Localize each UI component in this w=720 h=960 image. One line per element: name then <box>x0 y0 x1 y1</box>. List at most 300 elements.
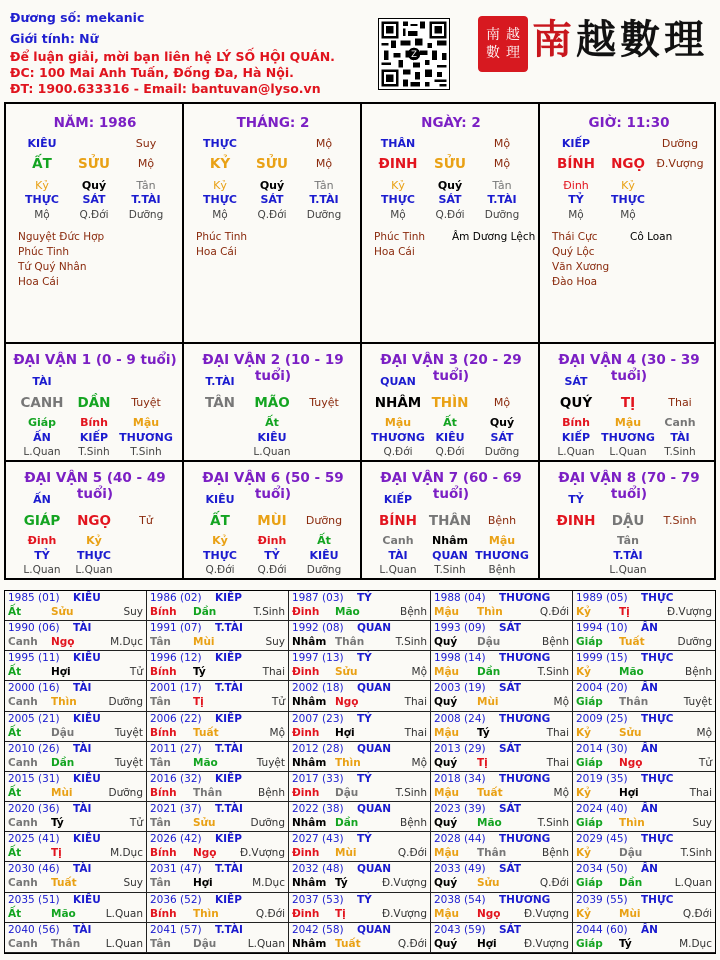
year-cell[interactable] <box>289 712 431 742</box>
pillar-branch-phase: Đ.Vượng <box>656 157 704 170</box>
year-cell[interactable] <box>5 832 147 862</box>
year-stem: Nhâm <box>292 877 327 890</box>
year-cell[interactable] <box>5 893 147 923</box>
year-stem: Đinh <box>292 666 320 679</box>
year-cell[interactable] <box>573 591 715 621</box>
year-label: 2000 (16) <box>8 682 60 695</box>
hidden-god: THƯƠNG <box>475 549 529 562</box>
year-cell[interactable] <box>147 772 289 802</box>
year-label: 2013 (29) <box>434 742 486 755</box>
year-branch: Thân <box>51 937 81 950</box>
dai-van-branch: NGỌ <box>77 513 111 529</box>
year-label: 2018 (34) <box>434 772 486 785</box>
hidden-stem: Kỷ <box>621 179 635 192</box>
year-stem: Nhâm <box>292 636 327 649</box>
year-branch: Tuất <box>51 877 77 890</box>
year-phase: Suy <box>123 606 143 618</box>
year-phase: Bệnh <box>400 817 427 830</box>
hidden-phase: Mộ <box>620 209 636 221</box>
year-phase: M.Dục <box>110 847 143 860</box>
year-god: TỶ <box>357 772 372 785</box>
hidden-phase: L.Quan <box>23 446 61 458</box>
year-stem: Tân <box>150 817 171 830</box>
year-god: ẤN <box>641 863 658 876</box>
year-cell[interactable] <box>573 893 715 923</box>
year-branch: Dần <box>193 606 217 618</box>
year-branch: Tý <box>193 666 206 679</box>
dai-van-title: ĐẠI VẬN 4 (30 - 39 tuổi) <box>558 352 700 384</box>
qr-code[interactable] <box>378 18 450 90</box>
year-phase: Suy <box>265 636 285 649</box>
hidden-stem: Canh <box>382 534 414 547</box>
year-cell[interactable] <box>431 591 573 621</box>
year-cell[interactable] <box>5 772 147 802</box>
year-phase: Thai <box>404 696 427 709</box>
hidden-phase: L.Quan <box>557 446 595 458</box>
year-branch: Thìn <box>477 606 503 618</box>
year-phase: L.Quan <box>105 937 143 950</box>
hidden-god: T.TÀI <box>613 549 643 562</box>
year-phase: Thai <box>546 726 569 739</box>
year-god: THƯƠNG <box>499 833 551 846</box>
year-phase: T.Sinh <box>253 606 285 618</box>
year-stem: Bính <box>150 907 177 920</box>
dai-van-stem: ĐINH <box>556 513 596 529</box>
year-stem: Bính <box>150 726 177 739</box>
year-god: KIẾP <box>215 772 242 785</box>
year-cell[interactable] <box>5 712 147 742</box>
year-label: 1996 (12) <box>150 652 202 665</box>
year-phase: Đ.Vượng <box>523 907 569 920</box>
year-god: THỰC <box>641 772 674 785</box>
year-stem: Quý <box>434 817 458 830</box>
year-cell[interactable] <box>573 862 715 892</box>
year-branch: Tị <box>477 756 488 769</box>
hidden-god: TỶ <box>568 193 584 206</box>
year-god: TỶ <box>357 712 372 725</box>
gender: Giới tính: Nữ <box>10 31 99 46</box>
year-cell[interactable] <box>573 681 715 711</box>
dai-van-title: ĐẠI VẬN 8 (70 - 79 tuổi) <box>558 470 700 502</box>
year-label: 2004 (20) <box>576 682 628 695</box>
hidden-stem: Giáp <box>27 416 57 429</box>
year-cell[interactable] <box>147 802 289 832</box>
year-cell[interactable] <box>5 923 147 953</box>
year-label: 2015 (31) <box>8 772 60 785</box>
year-cell[interactable] <box>5 681 147 711</box>
year-branch: Tị <box>193 696 204 709</box>
hidden-phase: Mộ <box>34 209 50 221</box>
year-phase: Đ.Vượng <box>381 907 427 920</box>
year-label: 2010 (26) <box>8 742 60 755</box>
year-branch: Thìn <box>51 696 77 709</box>
hidden-phase: Q.Đới <box>205 564 235 576</box>
year-stem: Quý <box>434 756 458 769</box>
year-cell[interactable] <box>573 712 715 742</box>
year-god: THỰC <box>641 893 674 906</box>
annual-luck-grid <box>4 590 716 954</box>
year-cell[interactable] <box>289 591 431 621</box>
pillar-stem-phase: Mộ <box>493 137 511 150</box>
year-stem: Bính <box>150 606 177 618</box>
year-label: 1993 (09) <box>434 622 486 635</box>
year-god: TÀI <box>73 803 92 816</box>
year-cell[interactable] <box>147 832 289 862</box>
dai-van-branch: TỊ <box>620 395 636 411</box>
year-cell[interactable] <box>5 742 147 772</box>
dai-van-2 <box>184 344 362 460</box>
year-label: 1991 (07) <box>150 622 202 635</box>
year-phase: Đ.Vượng <box>239 847 285 860</box>
year-label: 2031 (47) <box>150 863 202 876</box>
year-phase: Tuyệt <box>114 726 143 739</box>
year-branch: Dậu <box>335 786 359 799</box>
dai-van-stem: ẤT <box>210 513 230 529</box>
brand-logo: 南越數理 <box>532 16 708 63</box>
year-god: TÀI <box>73 923 92 936</box>
year-cell[interactable] <box>573 742 715 772</box>
year-god: T.TÀI <box>215 622 243 635</box>
dai-van-title: ĐẠI VẬN 1 (0 - 9 tuổi) <box>13 352 177 368</box>
year-branch: Dậu <box>193 937 217 950</box>
year-branch: Sửu <box>335 666 358 679</box>
year-stem: Giáp <box>576 636 603 649</box>
year-god: ẤN <box>641 742 658 755</box>
hidden-stem: Ất <box>265 416 279 429</box>
year-label: 2038 (54) <box>434 893 486 906</box>
year-god: KIẾP <box>215 833 242 846</box>
hidden-stem: Kỷ <box>212 534 228 547</box>
year-branch: Tị <box>335 907 346 920</box>
year-phase: Mộ <box>553 696 569 709</box>
dai-van-title: ĐẠI VẬN 7 (60 - 69 tuổi) <box>380 470 522 502</box>
year-cell[interactable] <box>431 621 573 651</box>
year-label: 1988 (04) <box>434 592 486 604</box>
year-label: 2034 (50) <box>576 863 628 876</box>
year-label: 2012 (28) <box>292 742 344 755</box>
year-cell[interactable] <box>573 772 715 802</box>
year-branch: Mão <box>51 907 76 920</box>
year-cell[interactable] <box>147 862 289 892</box>
year-branch: Dần <box>477 666 501 679</box>
year-cell[interactable] <box>431 862 573 892</box>
year-label: 2021 (37) <box>150 803 202 816</box>
hidden-stem: Mậu <box>132 416 160 429</box>
hidden-phase: L.Quan <box>379 564 417 576</box>
year-stem: Mậu <box>434 606 460 618</box>
year-label: 2032 (48) <box>292 863 344 876</box>
year-phase: Đ.Vượng <box>381 877 427 890</box>
year-god: ẤN <box>641 622 658 635</box>
year-branch: Sửu <box>193 817 216 830</box>
year-cell[interactable] <box>5 621 147 651</box>
year-branch: Thân <box>193 786 223 799</box>
year-god: SÁT <box>499 803 522 816</box>
hidden-god: THƯƠNG <box>119 431 173 444</box>
year-phase: Suy <box>123 877 143 890</box>
pillar-1 <box>184 104 362 342</box>
pillar-stem-god: THÂN <box>380 137 416 150</box>
year-cell[interactable] <box>289 832 431 862</box>
year-cell[interactable] <box>573 651 715 681</box>
year-label: 2041 (57) <box>150 923 202 936</box>
year-label: 2023 (39) <box>434 803 486 816</box>
hidden-phase: Dưỡng <box>484 446 520 458</box>
year-god: SÁT <box>499 682 522 695</box>
year-label: 2028 (44) <box>434 833 486 846</box>
year-cell[interactable] <box>5 591 147 621</box>
earthly-branch: NGỌ <box>611 156 645 172</box>
year-branch: Dậu <box>477 636 501 649</box>
pillar-stem-phase: Mộ <box>315 137 333 150</box>
year-cell[interactable] <box>147 742 289 772</box>
hidden-phase: L.Quan <box>609 564 647 576</box>
year-god: ẤN <box>641 682 658 695</box>
hidden-god: SÁT <box>490 431 514 444</box>
year-stem: Nhâm <box>292 696 327 709</box>
hidden-stem: Đinh <box>27 534 57 547</box>
hidden-phase: Dưỡng <box>306 209 342 221</box>
year-label: 1995 (11) <box>8 652 60 665</box>
year-cell[interactable] <box>573 832 715 862</box>
year-stem: Canh <box>8 756 38 769</box>
pillar-title: NGÀY: 2 <box>421 115 481 131</box>
year-stem: Canh <box>8 937 38 950</box>
year-branch: Ngọ <box>51 636 75 649</box>
hidden-stem: Đinh <box>257 534 287 547</box>
hidden-stem: Nhâm <box>432 534 468 547</box>
year-cell[interactable] <box>431 712 573 742</box>
year-cell[interactable] <box>431 802 573 832</box>
hidden-phase: Q.Đới <box>257 564 287 576</box>
star-item: Văn Xương <box>552 261 610 273</box>
year-cell[interactable] <box>431 681 573 711</box>
pillar-stem-phase: Suy <box>135 137 157 150</box>
year-phase: Dưỡng <box>108 696 143 709</box>
year-cell[interactable] <box>5 802 147 832</box>
year-stem: Giáp <box>576 877 603 890</box>
dai-van-5 <box>6 462 184 578</box>
hidden-phase: Mộ <box>212 209 228 221</box>
dai-van-god: QUAN <box>380 375 416 388</box>
hidden-stem: Quý <box>489 416 515 429</box>
year-stem: Đinh <box>292 726 320 739</box>
dai-van-phase: Tuyệt <box>131 396 161 409</box>
hidden-stem: Tân <box>492 179 512 192</box>
hidden-god: KIÊU <box>309 549 339 562</box>
year-phase: Bệnh <box>542 847 569 860</box>
dai-van-stem: TÂN <box>205 395 235 411</box>
year-stem: Kỷ <box>576 847 591 860</box>
year-label: 2025 (41) <box>8 833 60 846</box>
year-stem: Tân <box>150 696 171 709</box>
year-cell[interactable] <box>147 591 289 621</box>
year-phase: Dưỡng <box>250 817 285 830</box>
year-label: 2040 (56) <box>8 923 60 936</box>
year-branch: Dậu <box>51 726 75 739</box>
year-stem: Canh <box>8 817 38 830</box>
year-cell[interactable] <box>431 923 573 953</box>
year-stem: Đinh <box>292 786 320 799</box>
dai-van-4 <box>540 344 718 460</box>
year-branch: Mão <box>335 606 360 618</box>
year-stem: Tân <box>150 756 171 769</box>
svg-text:Z: Z <box>411 49 417 60</box>
year-cell[interactable] <box>289 802 431 832</box>
year-god: THƯƠNG <box>499 893 551 906</box>
year-cell[interactable] <box>5 862 147 892</box>
star-item: Đào Hoa <box>552 276 598 288</box>
year-god: TÀI <box>73 682 92 695</box>
year-cell[interactable] <box>289 681 431 711</box>
year-label: 2011 (27) <box>150 742 202 755</box>
year-god: T.TÀI <box>215 863 243 876</box>
year-stem: Mậu <box>434 666 460 679</box>
star-item: Cô Loan <box>630 231 673 243</box>
year-stem: Tân <box>150 636 171 649</box>
year-god: T.TÀI <box>215 742 243 755</box>
year-god: TÀI <box>73 863 92 876</box>
year-stem: Ất <box>8 847 22 860</box>
year-cell[interactable] <box>431 742 573 772</box>
year-branch: Tị <box>51 847 62 860</box>
year-branch: Thìn <box>335 756 361 769</box>
pillar-stem-god: THỰC <box>203 137 237 150</box>
year-phase: T.Sinh <box>537 666 569 679</box>
dai-van-phase: Mộ <box>493 396 511 409</box>
dai-van-phase: Dưỡng <box>305 514 343 527</box>
year-god: KIÊU <box>73 652 101 665</box>
year-cell[interactable] <box>147 651 289 681</box>
year-stem: Kỷ <box>576 907 591 920</box>
year-cell[interactable] <box>431 772 573 802</box>
year-stem: Mậu <box>434 907 460 920</box>
year-phase: L.Quan <box>105 907 143 920</box>
star-item: Âm Dương Lệch <box>452 231 536 243</box>
dai-van-phase: T.Sinh <box>663 514 697 527</box>
year-cell[interactable] <box>289 862 431 892</box>
year-branch: Mão <box>193 756 218 769</box>
hidden-god: THỰC <box>77 549 111 562</box>
year-cell[interactable] <box>289 651 431 681</box>
year-god: TỶ <box>357 652 372 665</box>
year-cell[interactable] <box>147 681 289 711</box>
year-cell[interactable] <box>431 893 573 923</box>
hidden-god: QUAN <box>432 549 468 562</box>
dai-van-1 <box>6 344 184 460</box>
year-stem: Quý <box>434 636 458 649</box>
year-god: TỶ <box>357 833 372 846</box>
year-cell[interactable] <box>289 893 431 923</box>
year-phase: Tử <box>698 756 712 769</box>
year-cell[interactable] <box>289 621 431 651</box>
year-cell[interactable] <box>289 772 431 802</box>
year-label: 2039 (55) <box>576 893 628 906</box>
year-phase: Tuyệt <box>114 756 143 769</box>
pillar-branch-phase: Mộ <box>315 157 333 170</box>
hidden-stem: Canh <box>664 416 696 429</box>
year-branch: Hợi <box>335 726 355 739</box>
year-cell[interactable] <box>147 923 289 953</box>
heavenly-stem: ĐINH <box>378 156 418 172</box>
year-god: KIẾP <box>215 712 242 725</box>
hidden-phase: Q.Đới <box>435 446 465 458</box>
year-branch: Thìn <box>193 907 219 920</box>
year-label: 1998 (14) <box>434 652 486 665</box>
year-label: 2019 (35) <box>576 772 628 785</box>
year-label: 2016 (32) <box>150 772 202 785</box>
year-phase: L.Quan <box>247 937 285 950</box>
year-cell[interactable] <box>431 832 573 862</box>
hidden-stem: Ất <box>317 534 331 547</box>
year-label: 2037 (53) <box>292 893 344 906</box>
year-branch: Tuất <box>477 786 503 799</box>
year-stem: Canh <box>8 696 38 709</box>
chart-grid <box>4 102 716 580</box>
year-stem: Tân <box>150 877 171 890</box>
hidden-stem: Kỷ <box>35 179 49 192</box>
hidden-god: TỶ <box>34 549 50 562</box>
dai-van-stem: NHÂM <box>374 395 422 411</box>
dai-van-title: ĐẠI VẬN 3 (20 - 29 tuổi) <box>380 352 522 384</box>
year-cell[interactable] <box>289 923 431 953</box>
year-branch: Dậu <box>619 847 643 860</box>
year-phase: Thai <box>689 786 712 799</box>
pillar-title: THÁNG: 2 <box>236 115 310 131</box>
year-cell[interactable] <box>147 893 289 923</box>
year-label: 2024 (40) <box>576 803 628 816</box>
dai-van-title: ĐẠI VẬN 2 (10 - 19 tuổi) <box>202 352 344 384</box>
year-branch: Mùi <box>477 696 499 709</box>
hidden-phase: Mộ <box>390 209 406 221</box>
year-branch: Tý <box>51 817 64 830</box>
year-branch: Hợi <box>51 666 71 679</box>
year-branch: Tý <box>477 726 490 739</box>
year-god: TỶ <box>357 592 372 604</box>
year-phase: M.Dục <box>110 636 143 649</box>
year-cell[interactable] <box>573 621 715 651</box>
year-stem: Kỷ <box>576 666 591 679</box>
pillar-stem-god: KIÊU <box>27 137 57 150</box>
heavenly-stem: BÍNH <box>557 156 595 172</box>
year-cell[interactable] <box>289 742 431 772</box>
year-cell[interactable] <box>573 923 715 953</box>
hidden-stem: Kỷ <box>213 179 227 192</box>
hidden-stem: Tân <box>617 534 639 547</box>
year-branch: Mùi <box>51 786 73 799</box>
year-phase: Đ.Vượng <box>666 606 712 618</box>
hidden-phase: Dưỡng <box>484 209 520 221</box>
hidden-phase: Q.Đới <box>79 209 109 221</box>
year-stem: Quý <box>434 937 458 950</box>
year-phase: Bệnh <box>685 666 712 679</box>
dai-van-phase: Thai <box>668 396 692 409</box>
year-cell[interactable] <box>147 712 289 742</box>
star-item: Phúc Tinh <box>196 231 248 243</box>
hidden-god: KIÊU <box>257 431 287 444</box>
year-phase: Thai <box>404 726 427 739</box>
year-branch: Dần <box>51 756 75 769</box>
year-branch: Thân <box>619 696 649 709</box>
year-cell[interactable] <box>5 651 147 681</box>
year-phase: Tuyệt <box>683 696 712 709</box>
hidden-god: T.TÀI <box>487 193 517 206</box>
year-cell[interactable] <box>573 802 715 832</box>
year-cell[interactable] <box>431 651 573 681</box>
year-cell[interactable] <box>147 621 289 651</box>
year-branch: Dần <box>335 817 359 830</box>
dai-van-branch: MÃO <box>254 395 290 411</box>
